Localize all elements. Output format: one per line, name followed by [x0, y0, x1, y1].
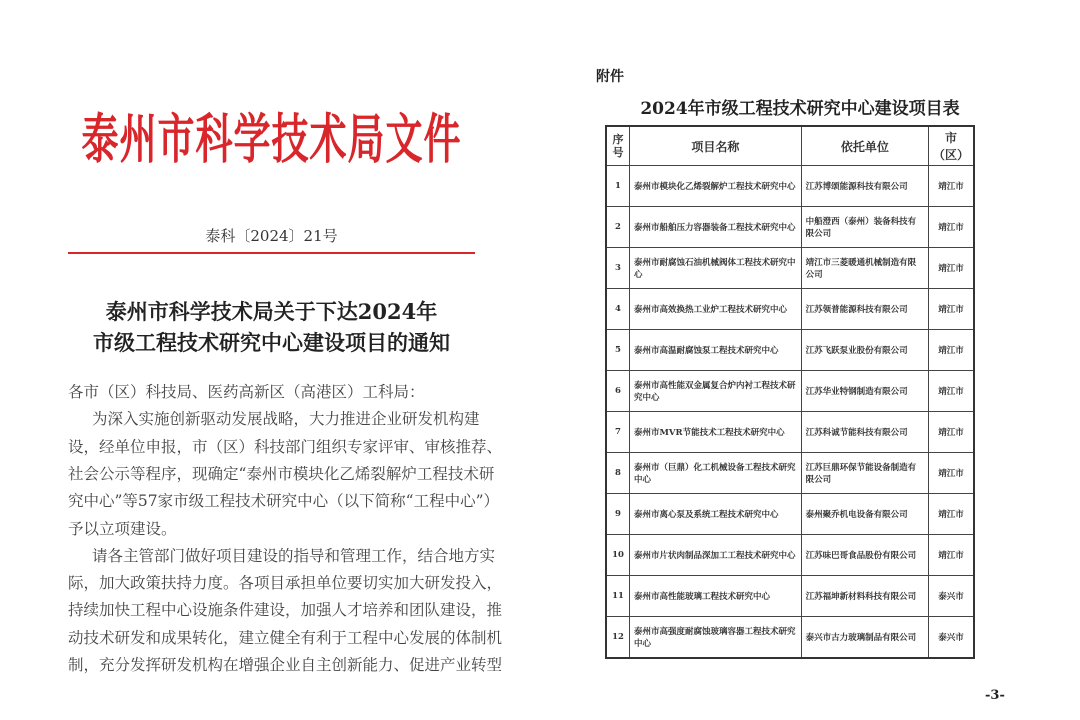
row-city: 靖江市	[929, 453, 975, 494]
column-header-unit: 依托单位	[801, 126, 928, 166]
row-project-name: 泰州市离心泵及系统工程技术研究中心	[630, 494, 802, 535]
row-project-name: 泰州市（巨鼎）化工机械设备工程技术研究中心	[630, 453, 802, 494]
row-city: 泰兴市	[929, 576, 975, 617]
body-line: 际，加大政策扶持力度。各项目承担单位要切实加大研发投入，	[68, 574, 503, 593]
table-row	[606, 207, 974, 248]
notice-title-line: 泰州市科学技术局关于下达2024年	[105, 299, 438, 324]
row-unit: 江苏博颂能源科技有限公司	[801, 166, 928, 207]
column-header-city: 市（区）	[929, 126, 975, 166]
body-line: 制，充分发挥研发机构在增强企业自主创新能力、促进产业转型	[68, 656, 503, 674]
annex-label: 附件	[596, 69, 624, 85]
table-row	[606, 289, 974, 330]
body-line: 社会公示等程序，现确定“泰州市模块化乙烯裂解炉工程技术研	[68, 464, 495, 483]
row-unit: 中船澄西（泰州）装备科技有限公司	[801, 207, 928, 248]
row-seq: 10	[606, 535, 630, 576]
row-unit: 江苏福坤新材料科技有限公司	[801, 576, 928, 617]
table-header-row	[606, 126, 974, 166]
row-unit: 靖江市三菱暖通机械制造有限公司	[801, 248, 928, 289]
table-row	[606, 412, 974, 453]
row-project-name: 泰州市模块化乙烯裂解炉工程技术研究中心	[630, 166, 802, 207]
row-project-name: 泰州市高效换热工业炉工程技术研究中心	[630, 289, 802, 330]
row-unit: 泰州聚乔机电设备有限公司	[801, 494, 928, 535]
document-header-title: 泰州市科学技术局文件	[81, 108, 462, 171]
column-header-project: 项目名称	[630, 126, 802, 166]
page-number: -3-	[985, 688, 1005, 703]
row-unit: 泰兴市古力玻璃制品有限公司	[801, 617, 928, 659]
row-unit: 江苏科诚节能科技有限公司	[801, 412, 928, 453]
row-unit: 江苏飞跃泵业股份有限公司	[801, 330, 928, 371]
body-line: 设，经单位申报，市（区）科技部门组织专家评审、审核推荐、	[68, 437, 503, 456]
row-unit: 江苏味巴哥食品股份有限公司	[801, 535, 928, 576]
table-row	[606, 494, 974, 535]
row-seq: 7	[606, 412, 630, 453]
table-row	[606, 453, 974, 494]
row-city: 靖江市	[929, 330, 975, 371]
row-project-name: 泰州市高性能玻璃工程技术研究中心	[630, 576, 802, 617]
table-row	[606, 166, 974, 207]
row-project-name: 泰州市高性能双金属复合炉内衬工程技术研究中心	[630, 371, 802, 412]
body-line: 各市（区）科技局、医药高新区（高港区）工科局：	[68, 383, 425, 401]
row-city: 靖江市	[929, 248, 975, 289]
column-header-seq: 序号	[606, 126, 630, 166]
row-city: 靖江市	[929, 494, 975, 535]
row-unit: 江苏巨鼎环保节能设备制造有限公司	[801, 453, 928, 494]
row-seq: 3	[606, 248, 630, 289]
row-city: 靖江市	[929, 535, 975, 576]
body-line: 为深入实施创新驱动发展战略，大力推进企业研发机构建	[92, 410, 480, 429]
table-row	[606, 330, 974, 371]
row-unit: 江苏华业特钢制造有限公司	[801, 371, 928, 412]
row-city: 靖江市	[929, 412, 975, 453]
row-seq: 8	[606, 453, 630, 494]
row-seq: 1	[606, 166, 630, 207]
body-line: 予以立项建设。	[68, 519, 177, 538]
row-unit: 江苏领普能源科技有限公司	[801, 289, 928, 330]
row-city: 靖江市	[929, 371, 975, 412]
row-city: 靖江市	[929, 166, 975, 207]
row-seq: 11	[606, 576, 630, 617]
row-seq: 5	[606, 330, 630, 371]
table-row	[606, 535, 974, 576]
row-project-name: 泰州市片状肉制品深加工工程技术研究中心	[630, 535, 802, 576]
row-seq: 12	[606, 617, 630, 659]
row-project-name: 泰州市船舶压力容器装备工程技术研究中心	[630, 207, 802, 248]
row-city: 靖江市	[929, 207, 975, 248]
row-project-name: 泰州市高强度耐腐蚀玻璃容器工程技术研究中心	[630, 617, 802, 659]
row-seq: 4	[606, 289, 630, 330]
row-project-name: 泰州市MVR节能技术工程技术研究中心	[630, 412, 802, 453]
body-line: 动技术研发和成果转化，建立健全有利于工程中心发展的体制机	[68, 628, 503, 647]
table-row	[606, 617, 974, 659]
table-row	[606, 576, 974, 617]
table-title: 2024年市级工程技术研究中心建设项目表	[640, 99, 960, 119]
body-line: 持续加快工程中心设施条件建设，加强人才培养和团队建设，推	[68, 601, 503, 620]
row-city: 靖江市	[929, 289, 975, 330]
row-project-name: 泰州市高温耐腐蚀泵工程技术研究中心	[630, 330, 802, 371]
table-row	[606, 371, 974, 412]
notice-title-line: 市级工程技术研究中心建设项目的通知	[93, 330, 450, 355]
row-project-name: 泰州市耐腐蚀石油机械阀体工程技术研究中心	[630, 248, 802, 289]
row-city: 泰兴市	[929, 617, 975, 659]
red-divider	[68, 252, 475, 254]
row-seq: 2	[606, 207, 630, 248]
body-line: 请各主管部门做好项目建设的指导和管理工作，结合地方实	[92, 546, 496, 565]
table-row	[606, 248, 974, 289]
document-number: 泰科〔2024〕21号	[205, 227, 338, 245]
body-line: 究中心”等57家市级工程技术研究中心（以下简称“工程中心”）	[68, 492, 499, 511]
row-seq: 9	[606, 494, 630, 535]
annex-page	[540, 0, 1080, 720]
project-table	[605, 125, 975, 659]
row-seq: 6	[606, 371, 630, 412]
